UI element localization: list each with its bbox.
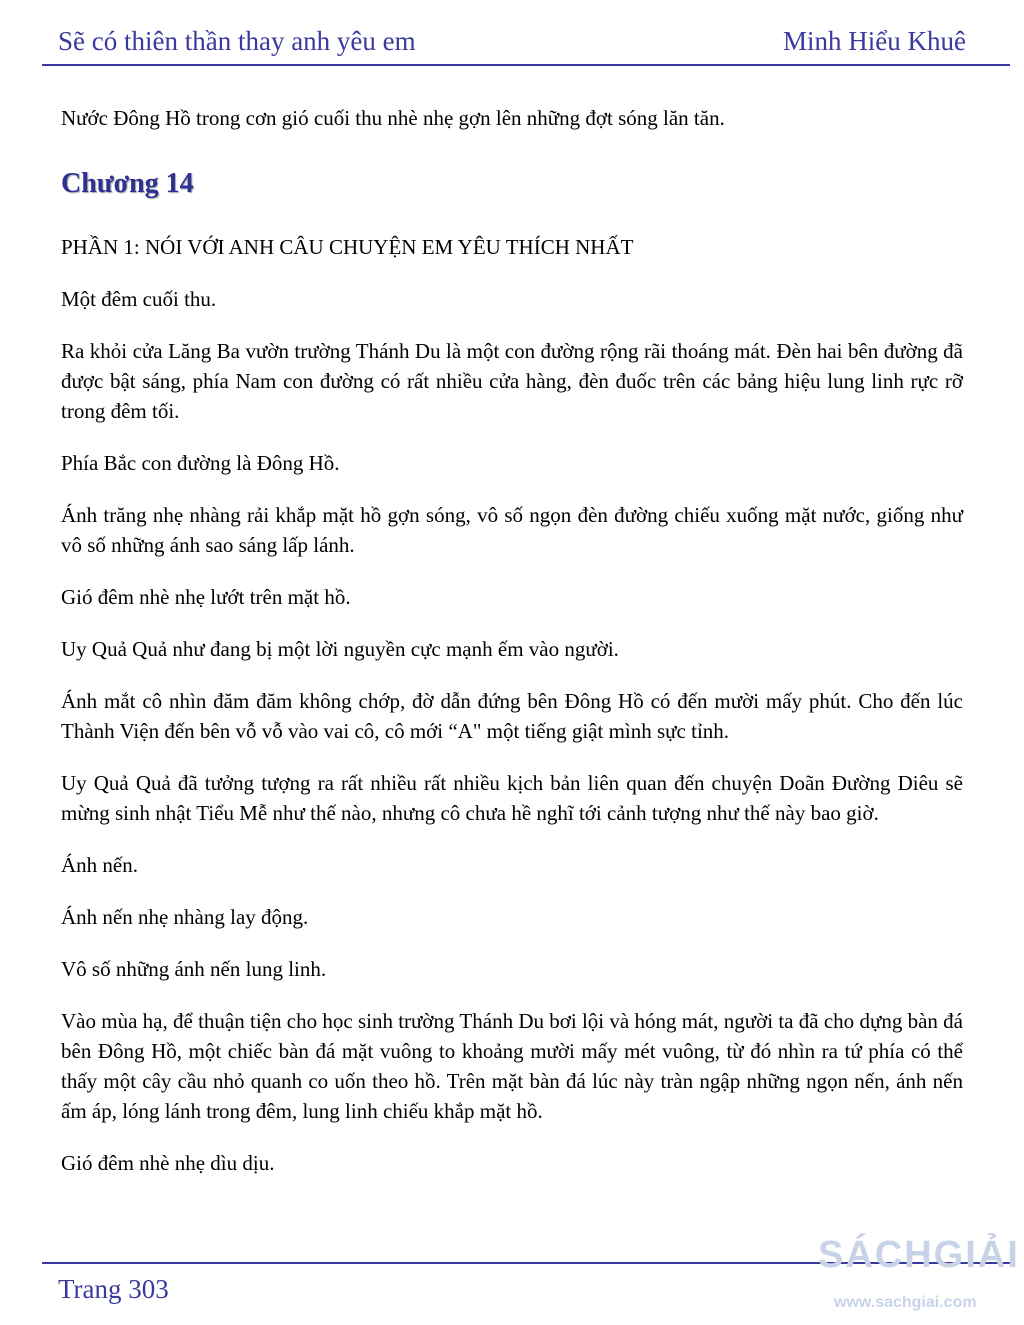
paragraph: Gió đêm nhè nhẹ lướt trên mặt hồ. [61,585,351,609]
paragraph: Ánh nến nhẹ nhàng lay động. [61,905,309,929]
page-header [58,26,966,60]
book-author: Minh Hiểu Khuê [783,26,966,56]
paragraph: Ánh trăng nhẹ nhàng rải khắp mặt hồ gợn sóng, vô số ngọn đèn đường chiếu xuống mặt nước, giống như vô số những ánh sao sáng lấp lánh. [61,503,963,557]
paragraph: Vô số những ánh nến lung linh. [61,957,327,981]
paragraph: Phía Bắc con đường là Đông Hồ. [61,451,340,475]
watermark-url: www.sachgiai.com [834,1294,977,1311]
paragraph: Ánh mắt cô nhìn đăm đăm không chớp, đờ dẫn đứng bên Đông Hồ có đến mười mấy phút. Cho đến lúc Thành Viện đến bên vỗ vỗ vào vai cô, cô mới “A" một tiếng giật mình sực tỉnh. [61,689,963,743]
intro-paragraph: Nước Đông Hồ trong cơn gió cuối thu nhè nhẹ gợn lên những đợt sóng lăn tăn. [61,106,725,130]
paragraph: Gió đêm nhè nhẹ dìu dịu. [61,1151,275,1175]
paragraph: Ra khỏi cửa Lăng Ba vườn trường Thánh Du là một con đường rộng rãi thoáng mát. Đèn hai bên đường đã được bật sáng, phía Nam con đường có rất nhiều cửa hàng, đèn đuốc trên các bảng hiệu lung linh rực rỡ trong đêm tối. [61,339,963,423]
chapter-title: Chương 14 [61,168,194,199]
watermark-logo [818,1232,1024,1322]
watermark-brand: SÁCHGIẢI [818,1234,1020,1276]
paragraph: Uy Quả Quả đã tưởng tượng ra rất nhiều rất nhiều kịch bản liên quan đến chuyện Doãn Đường Diêu sẽ mừng sinh nhật Tiểu Mễ như thế nào, nhưng cô chưa hề nghĩ tới cảnh tượng như thế này bao giờ. [61,771,963,825]
paragraph: Vào mùa hạ, để thuận tiện cho học sinh trường Thánh Du bơi lội và hóng mát, người ta đã cho dựng bàn đá bên Đông Hồ, một chiếc bàn đá mặt vuông to khoảng mười mấy mét vuông, từ đó nhìn ra tứ phía có thể thấy một cây cầu nhỏ quanh co uốn theo hồ. Trên mặt bàn đá lúc này tràn ngập những ngọn nến, ánh nến ấm áp, lóng lánh trong đêm, lung linh chiếu khắp mặt hồ. [61,1009,963,1123]
book-title: Sẽ có thiên thần thay anh yêu em [58,26,416,56]
page-number: Trang 303 [58,1274,169,1304]
section-title: PHẦN 1: NÓI VỚI ANH CÂU CHUYỆN EM YÊU THÍCH NHẤT [61,235,634,259]
page-body [61,103,963,1200]
paragraph: Một đêm cuối thu. [61,287,217,311]
paragraph: Ánh nến. [61,853,138,877]
paragraph: Uy Quả Quả như đang bị một lời nguyền cực mạnh ếm vào người. [61,637,619,661]
header-divider [42,64,1010,66]
